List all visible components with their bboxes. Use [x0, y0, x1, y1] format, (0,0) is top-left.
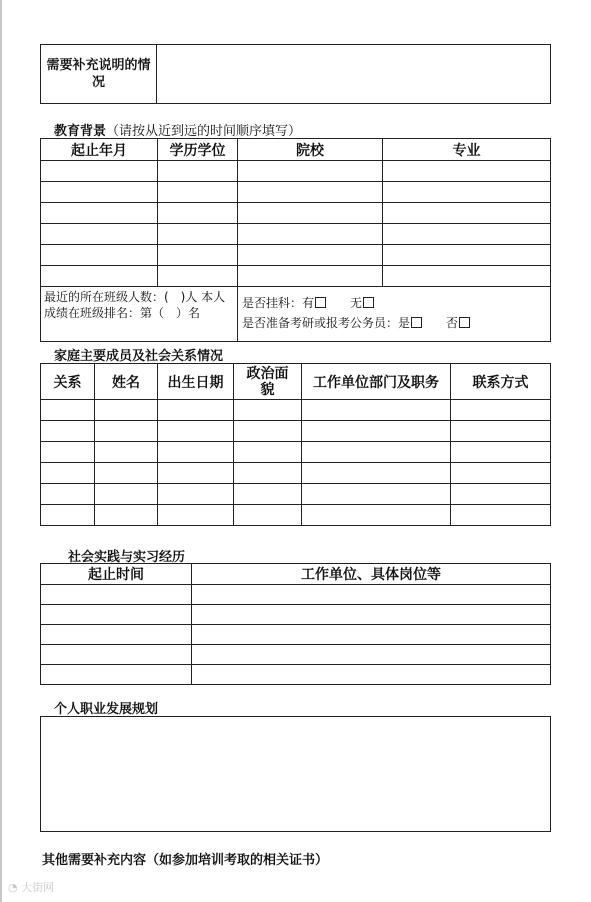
- exam-info: [238, 287, 551, 342]
- table-cell[interactable]: [192, 665, 551, 685]
- fail-yes-checkbox[interactable]: [315, 297, 326, 308]
- table-cell[interactable]: [158, 182, 238, 203]
- table-row: [41, 463, 551, 484]
- table-cell[interactable]: [158, 505, 234, 526]
- practice-rows: [41, 585, 551, 685]
- table-cell[interactable]: [41, 442, 95, 463]
- weibo-icon: ◔: [8, 881, 18, 894]
- table-cell[interactable]: [451, 400, 551, 421]
- table-cell[interactable]: [158, 266, 238, 287]
- table-cell[interactable]: [451, 505, 551, 526]
- table-row: [41, 625, 551, 645]
- education-note: （请按从近到远的时间顺序填写）: [106, 124, 302, 139]
- table-cell[interactable]: [383, 224, 551, 245]
- table-cell[interactable]: [234, 484, 302, 505]
- table-cell[interactable]: [95, 505, 158, 526]
- table-cell[interactable]: [41, 665, 192, 685]
- table-row: [41, 421, 551, 442]
- fail-question: [242, 295, 546, 311]
- table-cell[interactable]: [41, 625, 192, 645]
- table-cell[interactable]: [95, 421, 158, 442]
- table-cell[interactable]: [192, 585, 551, 605]
- table-row: [41, 266, 551, 287]
- family-rows: [41, 400, 551, 526]
- education-title: 教育背景: [54, 124, 107, 139]
- exam-no-checkbox[interactable]: [459, 317, 470, 328]
- table-cell[interactable]: [192, 645, 551, 665]
- table-cell[interactable]: [238, 224, 383, 245]
- family-header: 工作单位部门及职务: [302, 364, 451, 400]
- table-cell[interactable]: [41, 224, 158, 245]
- table-row: [41, 484, 551, 505]
- table-cell[interactable]: [451, 463, 551, 484]
- education-header: 院校: [238, 139, 383, 161]
- table-cell[interactable]: [302, 442, 451, 463]
- family-header: 联系方式: [451, 364, 551, 400]
- table-cell[interactable]: [95, 484, 158, 505]
- exam-no-label: 否: [446, 316, 459, 330]
- table-row: [41, 203, 551, 224]
- watermark-text: 大街网: [21, 881, 55, 894]
- family-header: 出生日期: [158, 364, 234, 400]
- table-cell[interactable]: [95, 400, 158, 421]
- table-cell[interactable]: [302, 505, 451, 526]
- table-row: [41, 645, 551, 665]
- table-cell[interactable]: [451, 421, 551, 442]
- table-cell[interactable]: [234, 400, 302, 421]
- education-header: 起止年月: [41, 139, 158, 161]
- table-cell[interactable]: [451, 484, 551, 505]
- table-cell[interactable]: [41, 245, 158, 266]
- table-cell[interactable]: [234, 463, 302, 484]
- page-edge: [0, 0, 2, 902]
- table-cell[interactable]: [41, 266, 158, 287]
- family-section-title: 家庭主要成员及社会关系情况: [54, 349, 224, 364]
- table-cell[interactable]: [41, 182, 158, 203]
- table-cell[interactable]: [41, 605, 192, 625]
- supplement-field[interactable]: [157, 45, 551, 104]
- education-header: 学历学位: [158, 139, 238, 161]
- career-section-title: 个人职业发展规划: [54, 702, 159, 717]
- supplement-label: 需要补充说明的情况: [41, 45, 157, 104]
- table-cell[interactable]: [95, 463, 158, 484]
- family-header: 姓名: [95, 364, 158, 400]
- table-cell[interactable]: [158, 463, 234, 484]
- table-cell[interactable]: [41, 505, 95, 526]
- table-cell[interactable]: [302, 400, 451, 421]
- table-row: [41, 585, 551, 605]
- table-cell[interactable]: [41, 421, 95, 442]
- table-cell[interactable]: [41, 463, 95, 484]
- table-row: [41, 245, 551, 266]
- table-cell[interactable]: [41, 585, 192, 605]
- family-header: 政治面貌: [234, 364, 302, 400]
- practice-header: 起止时间: [41, 564, 192, 585]
- table-row: [41, 665, 551, 685]
- table-cell[interactable]: [158, 400, 234, 421]
- table-cell[interactable]: [158, 421, 234, 442]
- exam-question: [242, 315, 546, 331]
- education-table: [40, 138, 551, 342]
- table-cell[interactable]: [158, 161, 238, 182]
- table-cell[interactable]: [41, 203, 158, 224]
- table-row: [41, 442, 551, 463]
- table-cell[interactable]: [238, 203, 383, 224]
- table-cell[interactable]: [234, 421, 302, 442]
- table-cell[interactable]: [302, 484, 451, 505]
- exam-label: 是否准备考研或报考公务员：是: [242, 316, 411, 330]
- fail-no-label: 无: [350, 296, 363, 310]
- class-info: 最近的所在班级人数：( )人 本人成绩在班级排名：第（ ）名: [41, 287, 238, 342]
- table-row: [41, 161, 551, 182]
- table-cell[interactable]: [158, 484, 234, 505]
- table-cell[interactable]: [41, 161, 158, 182]
- table-cell[interactable]: [41, 645, 192, 665]
- table-cell[interactable]: [238, 161, 383, 182]
- table-cell[interactable]: [383, 245, 551, 266]
- table-cell[interactable]: [158, 442, 234, 463]
- table-cell[interactable]: [41, 400, 95, 421]
- table-cell[interactable]: [238, 245, 383, 266]
- career-plan-field[interactable]: [40, 716, 551, 832]
- table-cell[interactable]: [238, 266, 383, 287]
- education-section-title: [54, 120, 301, 139]
- table-row: [41, 400, 551, 421]
- table-cell[interactable]: [234, 442, 302, 463]
- fail-no-checkbox[interactable]: [363, 297, 374, 308]
- education-rows: [41, 161, 551, 287]
- table-row: [41, 505, 551, 526]
- table-cell[interactable]: [383, 182, 551, 203]
- table-cell[interactable]: [451, 442, 551, 463]
- table-cell[interactable]: [158, 203, 238, 224]
- education-header: 专业: [383, 139, 551, 161]
- table-cell[interactable]: [41, 484, 95, 505]
- supplement-table: [40, 44, 551, 104]
- table-row: [41, 224, 551, 245]
- table-cell[interactable]: [302, 421, 451, 442]
- practice-table: [40, 563, 551, 685]
- watermark: [8, 879, 54, 895]
- table-cell[interactable]: [192, 605, 551, 625]
- fail-label: 是否挂科：有: [242, 296, 315, 310]
- table-row: [41, 182, 551, 203]
- practice-section-title: 社会实践与实习经历: [68, 550, 186, 565]
- table-cell[interactable]: [158, 245, 238, 266]
- table-cell[interactable]: [192, 625, 551, 645]
- exam-yes-checkbox[interactable]: [411, 317, 422, 328]
- table-cell[interactable]: [383, 161, 551, 182]
- table-cell[interactable]: [158, 224, 238, 245]
- table-cell[interactable]: [383, 266, 551, 287]
- table-row: [41, 605, 551, 625]
- family-table: [40, 363, 551, 526]
- family-header: 关系: [41, 364, 95, 400]
- table-cell[interactable]: [95, 442, 158, 463]
- table-cell[interactable]: [238, 182, 383, 203]
- table-cell[interactable]: [302, 463, 451, 484]
- practice-header: 工作单位、具体岗位等: [192, 564, 551, 585]
- table-cell[interactable]: [234, 505, 302, 526]
- table-cell[interactable]: [383, 203, 551, 224]
- other-section-title: 其他需要补充内容（如参加培训考取的相关证书）: [42, 853, 329, 868]
